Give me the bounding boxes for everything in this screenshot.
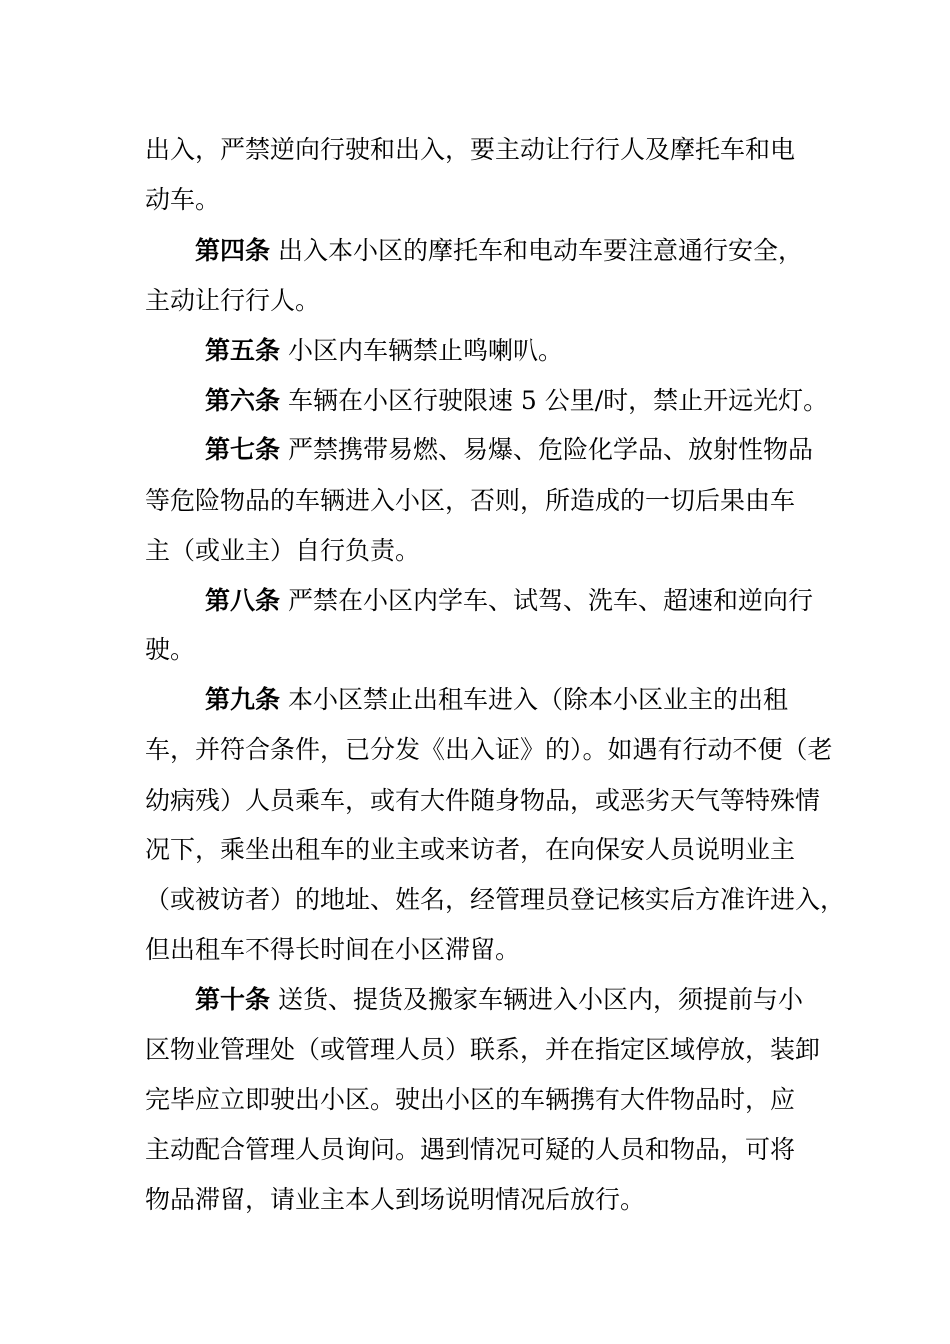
article-label: 第十条 [195,985,271,1014]
article-9: 第九条 本小区禁止出租车进入（除本小区业主的出租 [205,685,788,714]
text-line: 出入，严禁逆向行驶和出入，要主动让行行人及摩托车和电 [145,135,796,164]
article-label: 第五条 [205,336,281,365]
text-line: 物品滞留，请业主本人到场说明情况后放行。 [145,1185,646,1214]
article-label: 第七条 [205,435,281,464]
text-line: 但出租车不得长时间在小区滞留。 [145,935,521,964]
text-line: 主动配合管理人员询问。遇到情况可疑的人员和物品，可将 [145,1135,796,1164]
article-6: 第六条 车辆在小区行驶限速 5 公里/时，禁止开远光灯。 [205,386,829,415]
article-8: 第八条 严禁在小区内学车、试驾、洗车、超速和逆向行 [205,586,813,615]
article-label: 第九条 [205,685,281,714]
text-line: 主（或业主）自行负责。 [145,536,421,565]
article-10: 第十条 送货、提货及搬家车辆进入小区内，须提前与小 [195,985,803,1014]
article-label: 第六条 [205,386,281,415]
article-label: 第四条 [195,236,271,265]
text-line: 完毕应立即驶出小区。驶出小区的车辆携有大件物品时，应 [145,1085,796,1114]
article-5: 第五条 小区内车辆禁止鸣喇叭。 [205,336,563,365]
text-line: （或被访者）的地址、姓名，经管理员登记核实后方准许进入， [145,885,846,914]
article-4: 第四条 出入本小区的摩托车和电动车要注意通行安全， [195,236,803,265]
text-line: 主动让行行人。 [145,286,321,315]
text-line: 动车。 [145,185,221,214]
article-7: 第七条 严禁携带易燃、易爆、危险化学品、放射性物品 [205,435,813,464]
text-line: 区物业管理处（或管理人员）联系，并在指定区域停放，装卸 [145,1035,821,1064]
text-line: 况下，乘坐出租车的业主或来访者，在向保安人员说明业主 [145,835,796,864]
text-line: 等危险物品的车辆进入小区，否则，所造成的一切后果由车 [145,486,796,515]
text-line: 幼病残）人员乘车，或有大件随身物品，或恶劣天气等特殊情 [145,786,821,815]
text-line: 驶。 [145,635,196,664]
article-label: 第八条 [205,586,281,615]
text-line: 车，并符合条件，已分发《出入证》的）。如遇有行动不便（老 [145,735,833,764]
